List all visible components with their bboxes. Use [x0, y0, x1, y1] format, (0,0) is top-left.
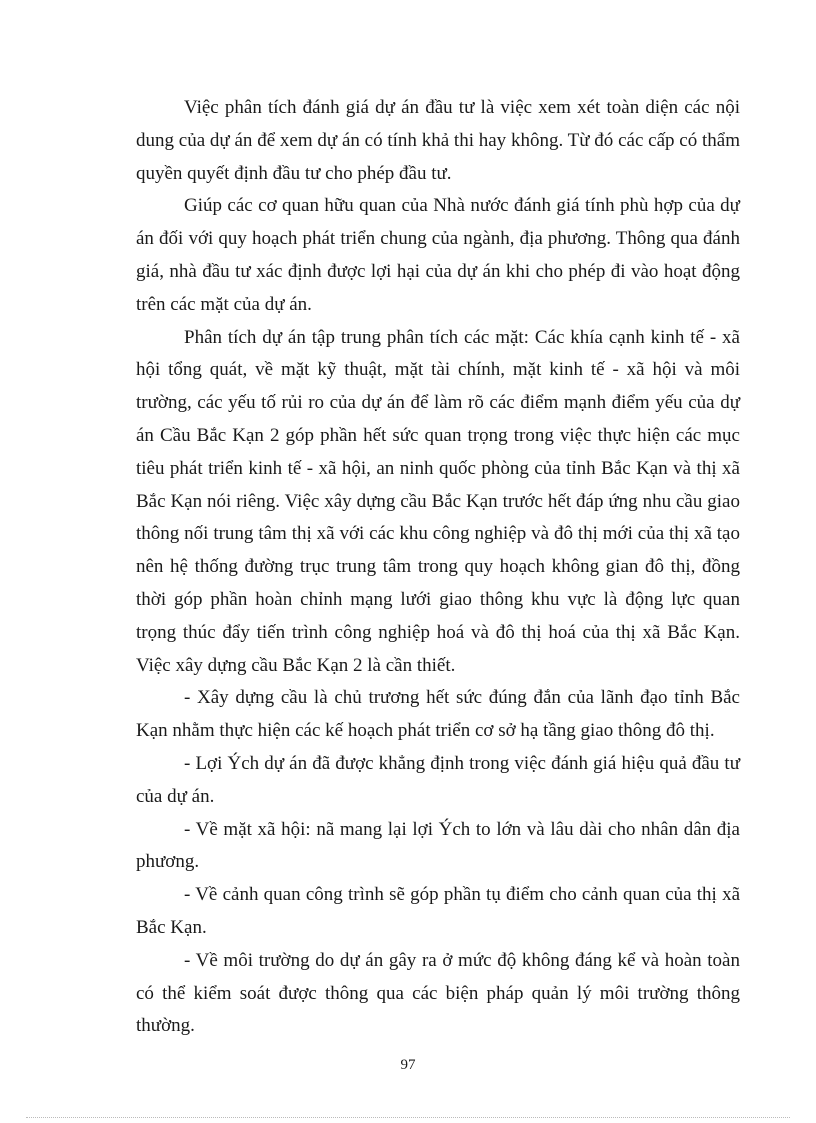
paragraph: - Về mặt xã hội: nã mang lại lợi Ých to lớn và lâu dài cho nhân dân địa phương. [136, 818, 740, 873]
body-text [136, 92, 740, 1043]
page-bottom-rule [26, 1117, 790, 1118]
paragraph: - Lợi Ých dự án đã được khẳng định trong việc đánh giá hiệu quả đầu tư của dự án. [136, 752, 740, 807]
paragraph: Phân tích dự án tập trung phân tích các mặt: Các khía cạnh kinh tế - xã hội tổng quát, về mặt kỹ thuật, mặt tài chính, mặt kinh tế - xã hội và môi trường, các yếu tố rủi ro của dự án để làm rõ các điểm mạnh điểm yếu của dự án Cầu Bắc Kạn 2 góp phần hết sức quan trọng trong việc thực hiện các mục tiêu phát triển kinh tế - xã hội, an ninh quốc phòng của tỉnh Bắc Kạn và thị xã Bắc Kạn nói riêng. Việc xây dựng cầu Bắc Kạn trước hết đáp ứng nhu cầu giao thông nối trung tâm thị xã với các khu công nghiệp và đô thị mới của thị xã tạo nên hệ thống đường trục trung tâm trong quy hoạch không gian đô thị, đồng thời góp phần hoàn chỉnh mạng lưới giao thông khu vực là động lực quan trọng thúc đẩy tiến trình công nghiệp hoá và đô thị hoá của thị xã Bắc Kạn. Việc xây dựng cầu Bắc Kạn 2 là cần thiết. [136, 326, 740, 676]
paragraph: - Xây dựng cầu là chủ trương hết sức đúng đắn của lãnh đạo tỉnh Bắc Kạn nhằm thực hiện các kế hoạch phát triển cơ sở hạ tầng giao thông đô thị. [136, 687, 740, 742]
page-number: 97 [400, 1057, 416, 1073]
paragraph: Giúp các cơ quan hữu quan của Nhà nước đánh giá tính phù hợp của dự án đối với quy hoạch phát triển chung của ngành, địa phương. Thông qua đánh giá, nhà đầu tư xác định được lợi hại của dự án khi cho phép đi vào hoạt động trên các mặt của dự án. [136, 195, 740, 315]
paragraph: - Về cảnh quan công trình sẽ góp phần tụ điểm cho cảnh quan của thị xã Bắc Kạn. [136, 884, 740, 938]
paragraph: Việc phân tích đánh giá dự án đầu tư là việc xem xét toàn diện các nội dung của dự án để xem dự án có tính khả thi hay không. Từ đó các cấp có thẩm quyền quyết định đầu tư cho phép đầu tư. [136, 97, 740, 184]
paragraph: - Về môi trường do dự án gây ra ở mức độ không đáng kể và hoàn toàn có thể kiểm soát được thông qua các biện pháp quản lý môi trường thông thường. [136, 949, 740, 1037]
